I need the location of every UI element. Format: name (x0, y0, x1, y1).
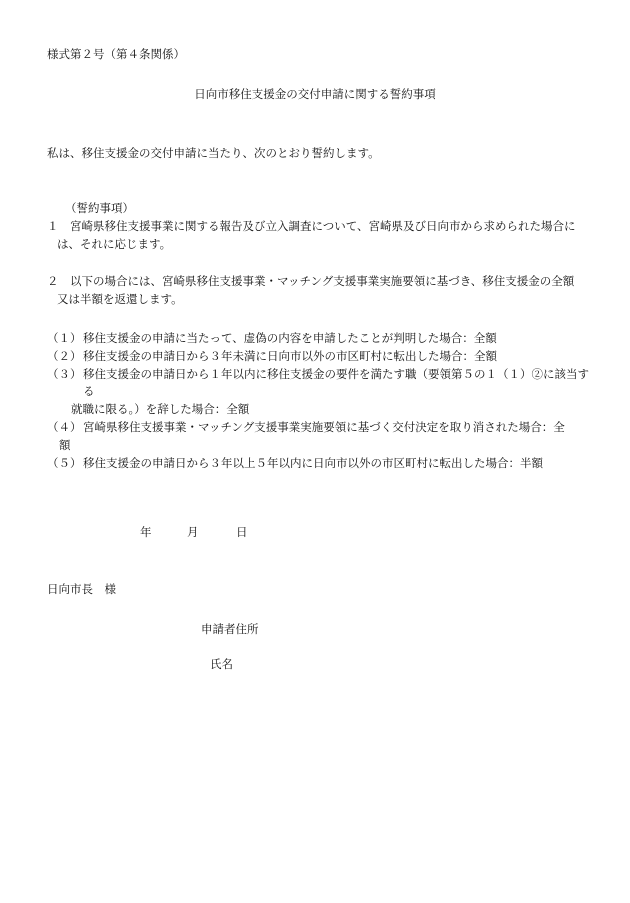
pledge-item-text-line2: 又は半額を返還します。 (57, 291, 183, 306)
refund-condition-4 (47, 419, 592, 455)
refund-condition-2 (47, 348, 592, 366)
pledge-item-2 (47, 273, 592, 309)
condition-number: （２） (47, 348, 82, 363)
pledge-item-number: ２ (47, 274, 59, 288)
date-month-label: 月 (187, 525, 199, 539)
pledge-item-text-line2: は、それに応じます。 (57, 236, 172, 251)
pledge-item-text-line1: 宮崎県移住支援事業に関する報告及び立入調査について、宮崎県及び日向市から求められた場合に (70, 219, 576, 233)
condition-text: 移住支援金の申請日から３年以上５年以内に日向市以外の市区町村に転出した場合：半額 (83, 455, 543, 470)
refund-condition-5 (47, 455, 592, 473)
condition-text-continued: 就職に限る。）を辞した場合：全額 (71, 402, 250, 417)
refund-condition-3 (47, 366, 592, 419)
form-number: 様式第２号（第４条関係） (47, 47, 185, 61)
applicant-name-label: 氏名 (210, 657, 233, 671)
condition-text: 移住支援金の申請に当たって、虚偽の内容を申請したことが判明した場合：全額 (83, 331, 497, 345)
pledge-item-1 (47, 218, 592, 254)
condition-number: （４） (47, 420, 82, 435)
condition-text: 移住支援金の申請日から１年以内に移住支援金の要件を満たす職（要領第５の１（１）②に該当する (83, 366, 589, 399)
pledge-item-text-line1: 以下の場合には、宮崎県移住支援事業・マッチング支援事業実施要領に基づき、移住支援金の全額 (70, 274, 575, 288)
addressee: 日向市長 様 (47, 582, 116, 596)
intro-statement: 私は、移住支援金の交付申請に当たり、次のとおり誓約します。 (47, 146, 380, 160)
refund-condition-1 (47, 330, 592, 348)
pledge-item-number: １ (47, 219, 59, 233)
date-year-label: 年 (140, 525, 152, 539)
condition-number: （１） (47, 331, 82, 345)
applicant-address-label: 申請者住所 (201, 622, 259, 636)
condition-text: 宮崎県移住支援事業・マッチング支援事業実施要領に基づく交付決定を取り消された場合：全 (83, 420, 565, 435)
condition-number: （３） (47, 366, 82, 381)
date-day-label: 日 (236, 525, 248, 539)
section-heading: （誓約事項） (65, 201, 134, 215)
refund-conditions-list (47, 330, 592, 473)
condition-text-continued: 額 (59, 437, 71, 452)
condition-number: （５） (47, 455, 82, 470)
document-title: 日向市移住支援金の交付申請に関する誓約事項 (194, 87, 436, 101)
condition-text: 移住支援金の申請日から３年未満に日向市以外の市区町村に転出した場合：全額 (83, 348, 497, 363)
